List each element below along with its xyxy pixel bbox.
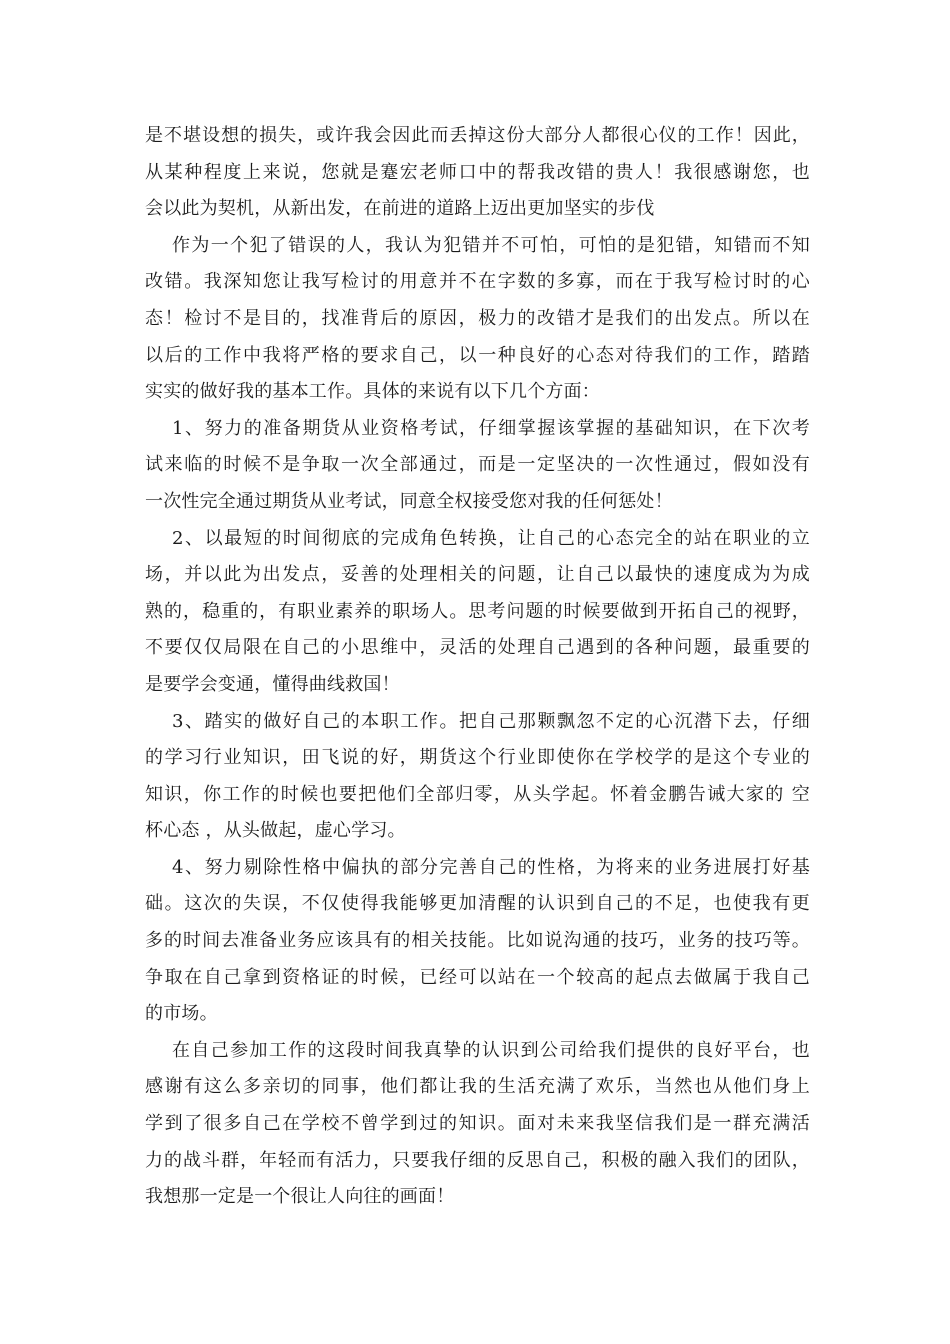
text-line: 4、努力剔除性格中偏执的部分完善自己的性格，为将来的业务进展打好基 xyxy=(172,856,810,878)
text-line: 2、以最短的时间彻底的完成角色转换，让自己的心态完全的站在职业的立 xyxy=(172,527,810,549)
text-line: 的学习行业知识，田飞说的好，期货这个行业即使你在学校学的是这个专业的 xyxy=(145,747,810,769)
paragraph xyxy=(145,1033,810,1216)
text-line: 从某种程度上来说，您就是蹇宏老师口中的帮我改错的贵人！我很感谢您，也 xyxy=(145,161,810,183)
text-line: 熟的，稳重的，有职业素养的职场人。思考问题的时候要做到开拓自己的视野， xyxy=(145,600,810,622)
text-line: 多的时间去准备业务应该具有的相关技能。比如说沟通的技巧，业务的技巧等。 xyxy=(145,930,810,952)
text-line: 是要学会变通，懂得曲线救国！ xyxy=(145,673,400,695)
text-line: 作为一个犯了错误的人，我认为犯错并不可怕，可怕的是犯错，知错而不知 xyxy=(172,234,810,256)
text-line: 学到了很多自己在学校不曾学到过的知识。面对未来我坚信我们是一群充满活 xyxy=(145,1113,810,1135)
text-line: 争取在自己拿到资格证的时候，已经可以站在一个较高的起点去做属于我自己 xyxy=(145,966,810,988)
text-line: 力的战斗群，年轻而有活力，只要我仔细的反思自己，积极的融入我们的团队， xyxy=(145,1149,810,1171)
text-line: 试来临的时候不是争取一次全部通过，而是一定坚决的一次性通过，假如没有 xyxy=(145,454,810,476)
text-line: 不要仅仅局限在自己的小思维中，灵活的处理自己遇到的各种问题，最重要的 xyxy=(145,637,810,659)
paragraph xyxy=(145,704,810,850)
text-line: 实实的做好我的基本工作。具体的来说有以下几个方面： xyxy=(145,381,600,403)
text-line: 以后的工作中我将严格的要求自己，以一种良好的心态对待我们的工作，踏踏 xyxy=(145,344,810,366)
paragraph xyxy=(145,411,810,521)
text-line: 改错。我深知您让我写检讨的用意并不在字数的多寡，而在于我写检讨时的心 xyxy=(145,271,810,293)
text-line: 是不堪设想的损失，或许我会因此而丢掉这份大部分人都很心仪的工作！因此， xyxy=(145,125,810,146)
text-line: 感谢有这么多亲切的同事，他们都让我的生活充满了欢乐，当然也从他们身上 xyxy=(145,1076,810,1098)
text-line: 3、踏实的做好自己的本职工作。把自己那颗飘忽不定的心沉潜下去，仔细 xyxy=(172,710,810,732)
text-line: 我想那一定是一个很让人向往的画面！ xyxy=(145,1186,455,1208)
text-line: 1、努力的准备期货从业资格考试，仔细掌握该掌握的基础知识，在下次考 xyxy=(172,417,810,439)
text-line: 场，并以此为出发点，妥善的处理相关的问题，让自己以最快的速度成为为成 xyxy=(145,564,810,586)
paragraph xyxy=(145,228,810,411)
text-line: 的市场。 xyxy=(145,1003,218,1025)
text-line: 态！检讨不是目的，找准背后的原因，极力的改错才是我们的出发点。所以在 xyxy=(145,307,810,329)
text-line: 一次性完全通过期货从业考试，同意全权接受您对我的任何惩处！ xyxy=(145,490,673,512)
paragraph xyxy=(145,850,810,1033)
paragraph xyxy=(145,521,810,704)
text-line: 在自己参加工作的这段时间我真挚的认识到公司给我们提供的良好平台，也 xyxy=(172,1039,810,1061)
text-line: 会以此为契机，从新出发，在前进的道路上迈出更加坚实的步伐 xyxy=(145,198,655,220)
text-line: 础。这次的失误，不仅使得我能够更加清醒的认识到自己的不足，也使我有更 xyxy=(145,893,810,915)
paragraph xyxy=(145,118,810,228)
document-page xyxy=(145,118,810,1216)
text-line: 知识，你工作的时候也要把他们全部归零，从头学起。怀着金鹏告诫大家的 空 xyxy=(145,783,810,805)
text-line: 杯心态 ，从头做起，虚心学习。 xyxy=(145,820,406,842)
